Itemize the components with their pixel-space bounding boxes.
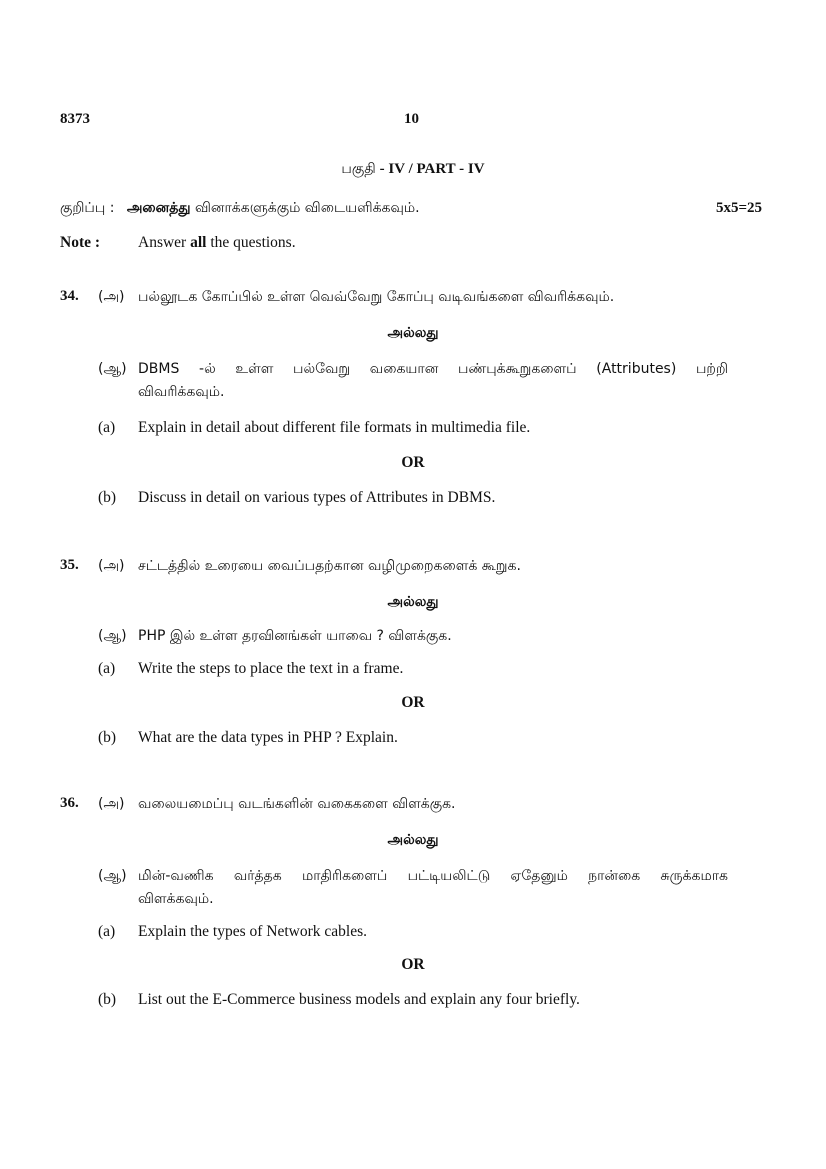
paper-code: 8373	[60, 111, 90, 127]
or-english: OR	[401, 956, 425, 973]
note-english-text	[138, 234, 296, 252]
question-b-tamil-line1: PHP இல் உள்ள தரவினங்கள் யாவை ? விளக்குக.	[138, 628, 452, 644]
part-title	[0, 160, 826, 179]
note-english-post: the questions.	[210, 234, 296, 251]
question-a-tamil: பல்லூடக கோப்பில் உள்ள வெவ்வேறு கோப்பு வடிவங்களை விவரிக்கவும்.	[138, 289, 615, 305]
or-english: OR	[401, 694, 425, 711]
marker-b-tamil: (ஆ)	[98, 868, 127, 884]
marks: 5x5=25	[716, 200, 763, 216]
question-number: 35.	[60, 557, 79, 573]
note-tamil-bold: அனைத்து	[126, 200, 191, 216]
marker-b-english: (b)	[98, 991, 117, 1008]
note-tamil-text: வினாக்களுக்கும் விடையளிக்கவும்.	[194, 200, 420, 216]
marker-b-tamil: (ஆ)	[98, 628, 127, 644]
question-a-english: Explain the types of Network cables.	[138, 923, 367, 940]
question-b-tamil-line1: மின்-வணிக வர்த்தக மாதிரிகளைப் பட்டியலிட்டு ஏதேனும் நான்கை சுருக்கமாக	[138, 868, 728, 884]
question-number: 36.	[60, 795, 79, 811]
marker-b-english: (b)	[98, 729, 117, 746]
marker-b-english: (b)	[98, 489, 117, 506]
or-english: OR	[401, 454, 425, 471]
question-b-english: What are the data types in PHP ? Explain.	[138, 729, 398, 746]
question-b-english: List out the E-Commerce business models and explain any four briefly.	[138, 991, 580, 1008]
question-b-english: Discuss in detail on various types of Attributes in DBMS.	[138, 489, 496, 506]
part-title-roman: - IV / PART - IV	[379, 161, 485, 177]
or-tamil: அல்லது	[387, 325, 439, 341]
or-tamil: அல்லது	[387, 594, 439, 610]
note-tamil-label: குறிப்பு :	[60, 200, 115, 216]
marker-a-english: (a)	[98, 923, 116, 940]
marker-a-english: (a)	[98, 419, 116, 436]
marker-a-tamil: (அ)	[98, 289, 125, 305]
question-a-english: Explain in detail about different file formats in multimedia file.	[138, 419, 531, 436]
note-english	[60, 234, 100, 252]
note-english-label: Note :	[60, 234, 101, 251]
question-number: 34.	[60, 288, 79, 304]
question-b-tamil-line2: விளக்கவும்.	[138, 891, 214, 907]
marker-a-tamil: (அ)	[98, 558, 125, 574]
question-b-tamil-line2: விவரிக்கவும்.	[138, 384, 225, 400]
question-a-tamil: சட்டத்தில் உரையை வைப்பதற்கான வழிமுறைகளைக் கூறுக.	[138, 558, 521, 574]
note-english-bold: all	[190, 234, 207, 251]
question-a-english: Write the steps to place the text in a frame.	[138, 660, 404, 677]
marker-a-english: (a)	[98, 660, 116, 677]
page-number: 10	[404, 111, 419, 127]
or-tamil: அல்லது	[387, 832, 439, 848]
note-tamil	[60, 200, 420, 218]
question-b-tamil-line1: DBMS -ல் உள்ள பல்வேறு வகையான பண்புக்கூறுகளைப் (Attributes) பற்றி	[138, 361, 728, 377]
part-title-tamil: பகுதி	[341, 161, 376, 177]
question-a-tamil: வலையமைப்பு வடங்களின் வகைகளை விளக்குக.	[138, 796, 456, 812]
note-english-pre: Answer	[138, 234, 187, 251]
marker-a-tamil: (அ)	[98, 796, 125, 812]
marker-b-tamil: (ஆ)	[98, 361, 127, 377]
